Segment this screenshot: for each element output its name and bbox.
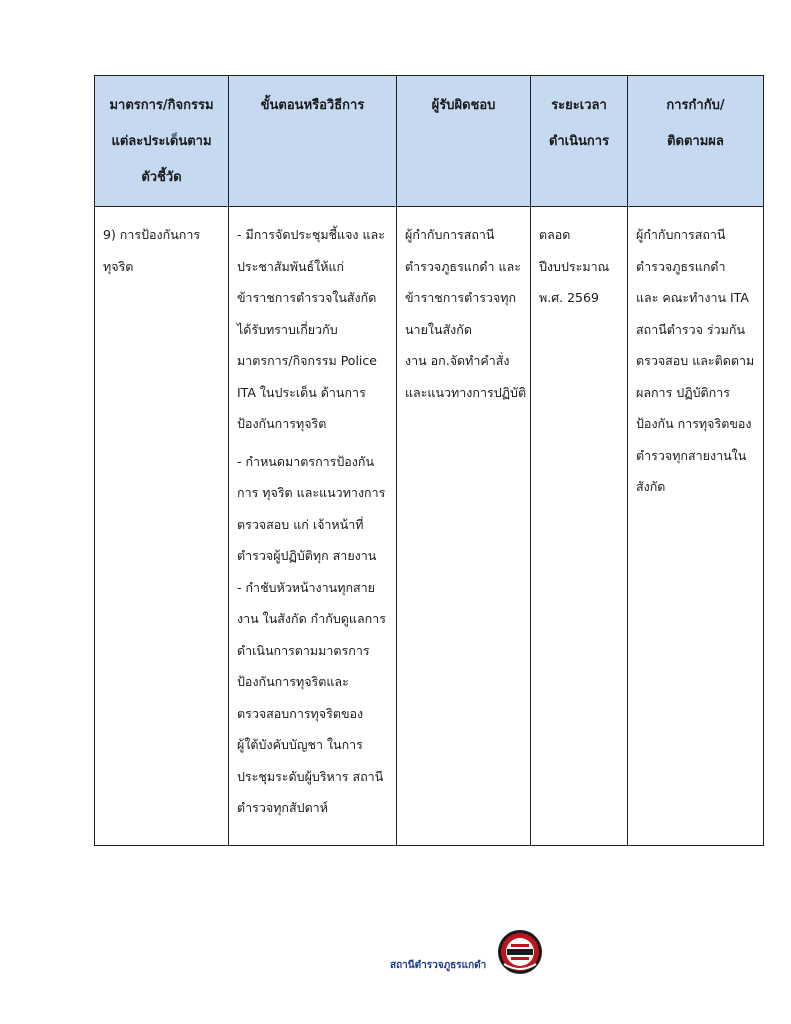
- cell-measure: 9) การป้องกันการ ทุจริต: [95, 207, 229, 846]
- cell-period: ตลอด ปีงบประมาณ พ.ศ. 2569: [531, 207, 628, 846]
- header-monitoring: การกำกับ/ ติดตามผล: [628, 76, 764, 207]
- cell-responsible: ผู้กำกับการสถานี ตำรวจภูธรแกดำ และ ข้าราชการตำรวจทุก นายในสังกัด งาน อก.จัดทำคำสั่ง และแนวทางการปฏิบัติ: [397, 207, 531, 846]
- cell-procedure: - มีการจัดประชุมชี้แจง และ ประชาสัมพันธ์ให้แก่ ข้าราชการตำรวจในสังกัด ได้รับทราบเกี่ยวกับ มาตรการ/กิจกรรม Police ITA ในประเด็น ด้านการ ป้องกันการทุจริต - กำหนดมาตรการป้องกัน การ ทุจริต และแนวทางการ ตรวจสอบ แก่ เจ้าหน้าที่ ตำรวจผู้ปฏิบัติทุก สายงาน - กำชับหัวหน้างานทุกสาย งาน ในสังกัด กำกับดูแลการ ดำเนินการตามมาตรการ ป้องกันการทุจริตและ ตรวจสอบการทุจริตของ ผู้ใต้บังคับบัญชา ในการ ประชุมระดับผู้บริหาร สถานี ตำรวจทุกสัปดาห์: [229, 207, 397, 846]
- header-measure: มาตรการ/กิจกรรม แต่ละประเด็นตาม ตัวชี้วัด: [95, 76, 229, 207]
- police-seal-icon: [496, 928, 544, 976]
- header-period: ระยะเวลา ดำเนินการ: [531, 76, 628, 207]
- header-procedure: ขั้นตอนหรือวิธีการ: [229, 76, 397, 207]
- footer-station-name: สถานีตำรวจภูธรแกดำ: [390, 960, 487, 971]
- measures-table: [94, 75, 764, 846]
- table-header-row: [95, 76, 764, 207]
- table-row: [95, 207, 764, 846]
- header-responsible: ผู้รับผิดชอบ: [397, 76, 531, 207]
- cell-monitoring: ผู้กำกับการสถานี ตำรวจภูธรแกดำ และ คณะทำงาน ITA สถานีตำรวจ ร่วมกัน ตรวจสอบ และติดตาม ผลการ ปฏิบัติการ ป้องกัน การทุจริตของ ตำรวจทุกสายงานใน สังกัด: [628, 207, 764, 846]
